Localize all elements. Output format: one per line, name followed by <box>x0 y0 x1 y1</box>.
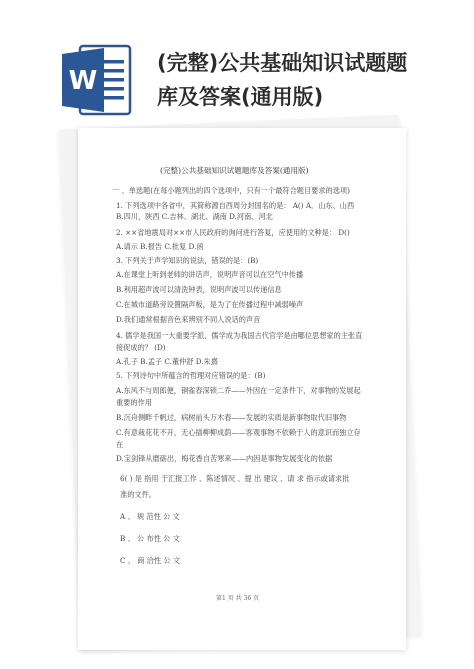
document-line: A.东风不与周郎便，铜雀春深锁二乔——外因在一定条件下，对事物的发展起 <box>116 386 361 395</box>
document-line: 5. 下列诗句中所蕴含的哲理对应错误的是：(B) <box>116 371 266 380</box>
document-line: D.我们通常根据音色来辨别不同人说话的声音 <box>116 315 261 324</box>
document-line: A.请示 B.报告 C.批复 D.函 <box>116 242 204 251</box>
page-footer: 第1 页 共 36 页 <box>216 595 260 602</box>
document-line: A.在课堂上听到老师的讲话声，说明声音可以在空气中传播 <box>116 270 304 279</box>
document-page <box>78 128 406 650</box>
document-title: (完整)公共基础知识试题题库及答案(通用版) <box>160 166 309 175</box>
document-line: A 、 规 范性 公 文 <box>120 512 180 521</box>
document-line: 2. ××省地震局对××市人民政府的询问进行答复，应使用的文种是： D() <box>116 228 350 237</box>
document-line: 3. 下列关于声学知识的说法，错误的是：(B) <box>116 256 259 265</box>
document-line: B.四川，陕西 C.吉林、湖北、湖南 D.河南、河北 <box>116 212 273 221</box>
word-document-icon <box>60 40 134 120</box>
svg-text:W: W <box>68 66 98 96</box>
page-title-line-2: 库及答案(通用版) <box>157 85 324 109</box>
document-line: B 、 公 布性 公 文 <box>120 534 180 543</box>
document-line: C 、 商 洽性 公 文 <box>120 556 181 565</box>
document-line: B.沉舟侧畔千帆过，病树前头万木春——发展的实质是新事物取代旧事物 <box>116 413 347 422</box>
document-line: 接促成的？ (D) <box>116 343 166 352</box>
document-line: B.利用超声波可以清洗钟表，说明声波可以传递信息 <box>116 285 282 294</box>
document-line: C.有意栽花花不开，无心插柳柳成荫——客观事物不依赖于人的意识而独立存 <box>116 428 361 437</box>
document-line: 4. 儒学是我国一大重要学派，儒学成为我国古代官学是由哪位思想家的主张直 <box>116 331 363 340</box>
document-line: 1. 下列选项中各省中，其简称源自西周分封国名的是： A() A．山东、山西 <box>116 201 355 210</box>
document-line: C.在城市道路旁设置隔声板，是为了在传播过程中减弱噪声 <box>116 300 304 309</box>
document-line: 重要的作用 <box>116 398 152 407</box>
document-line: 6( ) 是 指用 于汇报工作 、陈述情况 、提 出 建议 、请 求 指示或请求批 <box>120 474 350 483</box>
page-title <box>157 46 457 114</box>
document-line: 在 <box>116 440 124 449</box>
document-line: 准的文件。 <box>120 490 156 499</box>
document-line: D.宝剑锋从磨砺出，梅花香自苦寒来——内因是事物发展变化的依据 <box>116 454 333 463</box>
document-line: A.孔子 B.孟子 C.董仲舒 D.朱熹 <box>116 357 218 366</box>
document-line: 一 、单选题(在每小题列出的四个选项中，只有一个最符合题目要求的选项) <box>112 186 350 195</box>
page-title-line-1: (完整)公共基础知识试题题 <box>157 51 408 75</box>
